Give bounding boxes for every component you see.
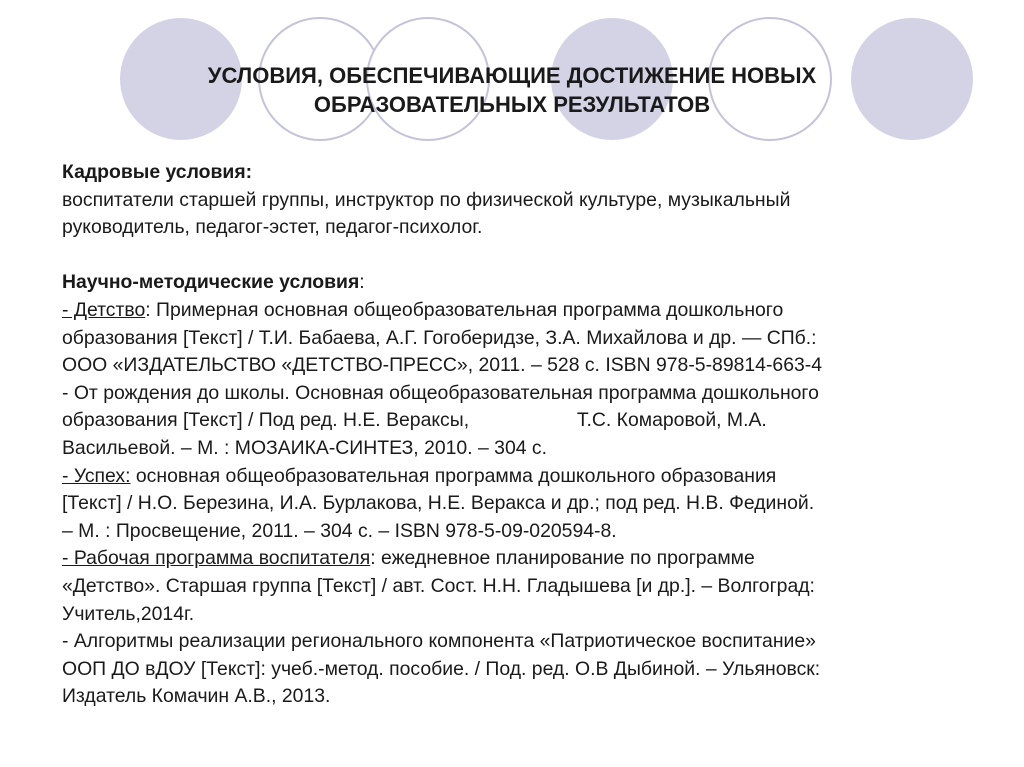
reference-line: – М. : Просвещение, 2011. – 304 с. – ISBN 978-5-09-020594-8. — [62, 519, 617, 542]
slide-body — [62, 159, 982, 711]
reference-line — [62, 297, 982, 325]
reference-line: Издатель Комачин А.В., 2013. — [62, 685, 331, 708]
methodical-heading — [62, 269, 982, 297]
reference-line: «Детство». Старшая группа [Текст] / авт. Сост. Н.Н. Гладышева [и др.]. – Волгоград: — [62, 574, 815, 597]
reference-line: - Алгоритмы реализации регионального компонента «Патриотическое воспитание» — [62, 630, 816, 653]
reference-line — [62, 463, 982, 491]
reference-link-work-program[interactable]: - Рабочая программа воспитателя — [62, 547, 371, 570]
methodical-heading-label: Научно-методические условия — [62, 271, 360, 294]
staff-text-line-1: воспитатели старшей группы, инструктор по физической культуре, музыкальный — [62, 188, 791, 211]
reference-text: : ежедневное планирование по программе — [370, 547, 755, 570]
reference-line: Васильевой. – М. : МОЗАИКА-СИНТЕЗ, 2010. – 304 с. — [62, 436, 547, 459]
reference-line: [Текст] / Н.О. Березина, И.А. Бурлакова, Н.Е. Веракса и др.; под ред. Н.В. Фединой. — [62, 492, 815, 515]
reference-line: ООО «ИЗДАТЕЛЬСТВО «ДЕТСТВО-ПРЕСС», 2011. – 528 с. ISBN 978-5-89814-663-4 — [62, 354, 823, 377]
slide-title — [150, 61, 874, 119]
reference-link-uspeh[interactable]: - Успех: — [62, 464, 131, 487]
methodical-heading-colon: : — [359, 271, 365, 294]
reference-line — [62, 545, 982, 573]
reference-line: - От рождения до школы. Основная общеобразовательная программа дошкольного — [62, 381, 819, 404]
reference-line: образования [Текст] / Под ред. Н.Е. Вераксы, Т.С. Комаровой, М.А. — [62, 409, 767, 432]
reference-line: ООП ДО вДОУ [Текст]: учеб.-метод. пособие. / Под. ред. О.В Дыбиной. – Ульяновск: — [62, 657, 821, 680]
staff-text-line-2: руководитель, педагог-эстет, педагог-психолог. — [62, 216, 483, 239]
reference-text: основная общеобразовательная программа дошкольного образования — [130, 464, 777, 487]
reference-line: Учитель,2014г. — [62, 602, 195, 625]
slide-title-line-1: УСЛОВИЯ, ОБЕСПЕЧИВАЮЩИЕ ДОСТИЖЕНИЕ НОВЫХ — [207, 63, 817, 88]
reference-link-detstvo[interactable]: - Детство — [62, 298, 146, 321]
spacer — [62, 242, 982, 270]
reference-line: образования [Текст] / Т.И. Бабаева, А.Г. Гогоберидзе, З.А. Михайлова и др. — СПб.: — [62, 326, 817, 349]
reference-text: : Примерная основная общеобразовательная программа дошкольного — [145, 298, 784, 321]
slide-title-line-2: ОБРАЗОВАТЕЛЬНЫХ РЕЗУЛЬТАТОВ — [313, 92, 711, 117]
staff-heading: Кадровые условия: — [62, 161, 253, 183]
